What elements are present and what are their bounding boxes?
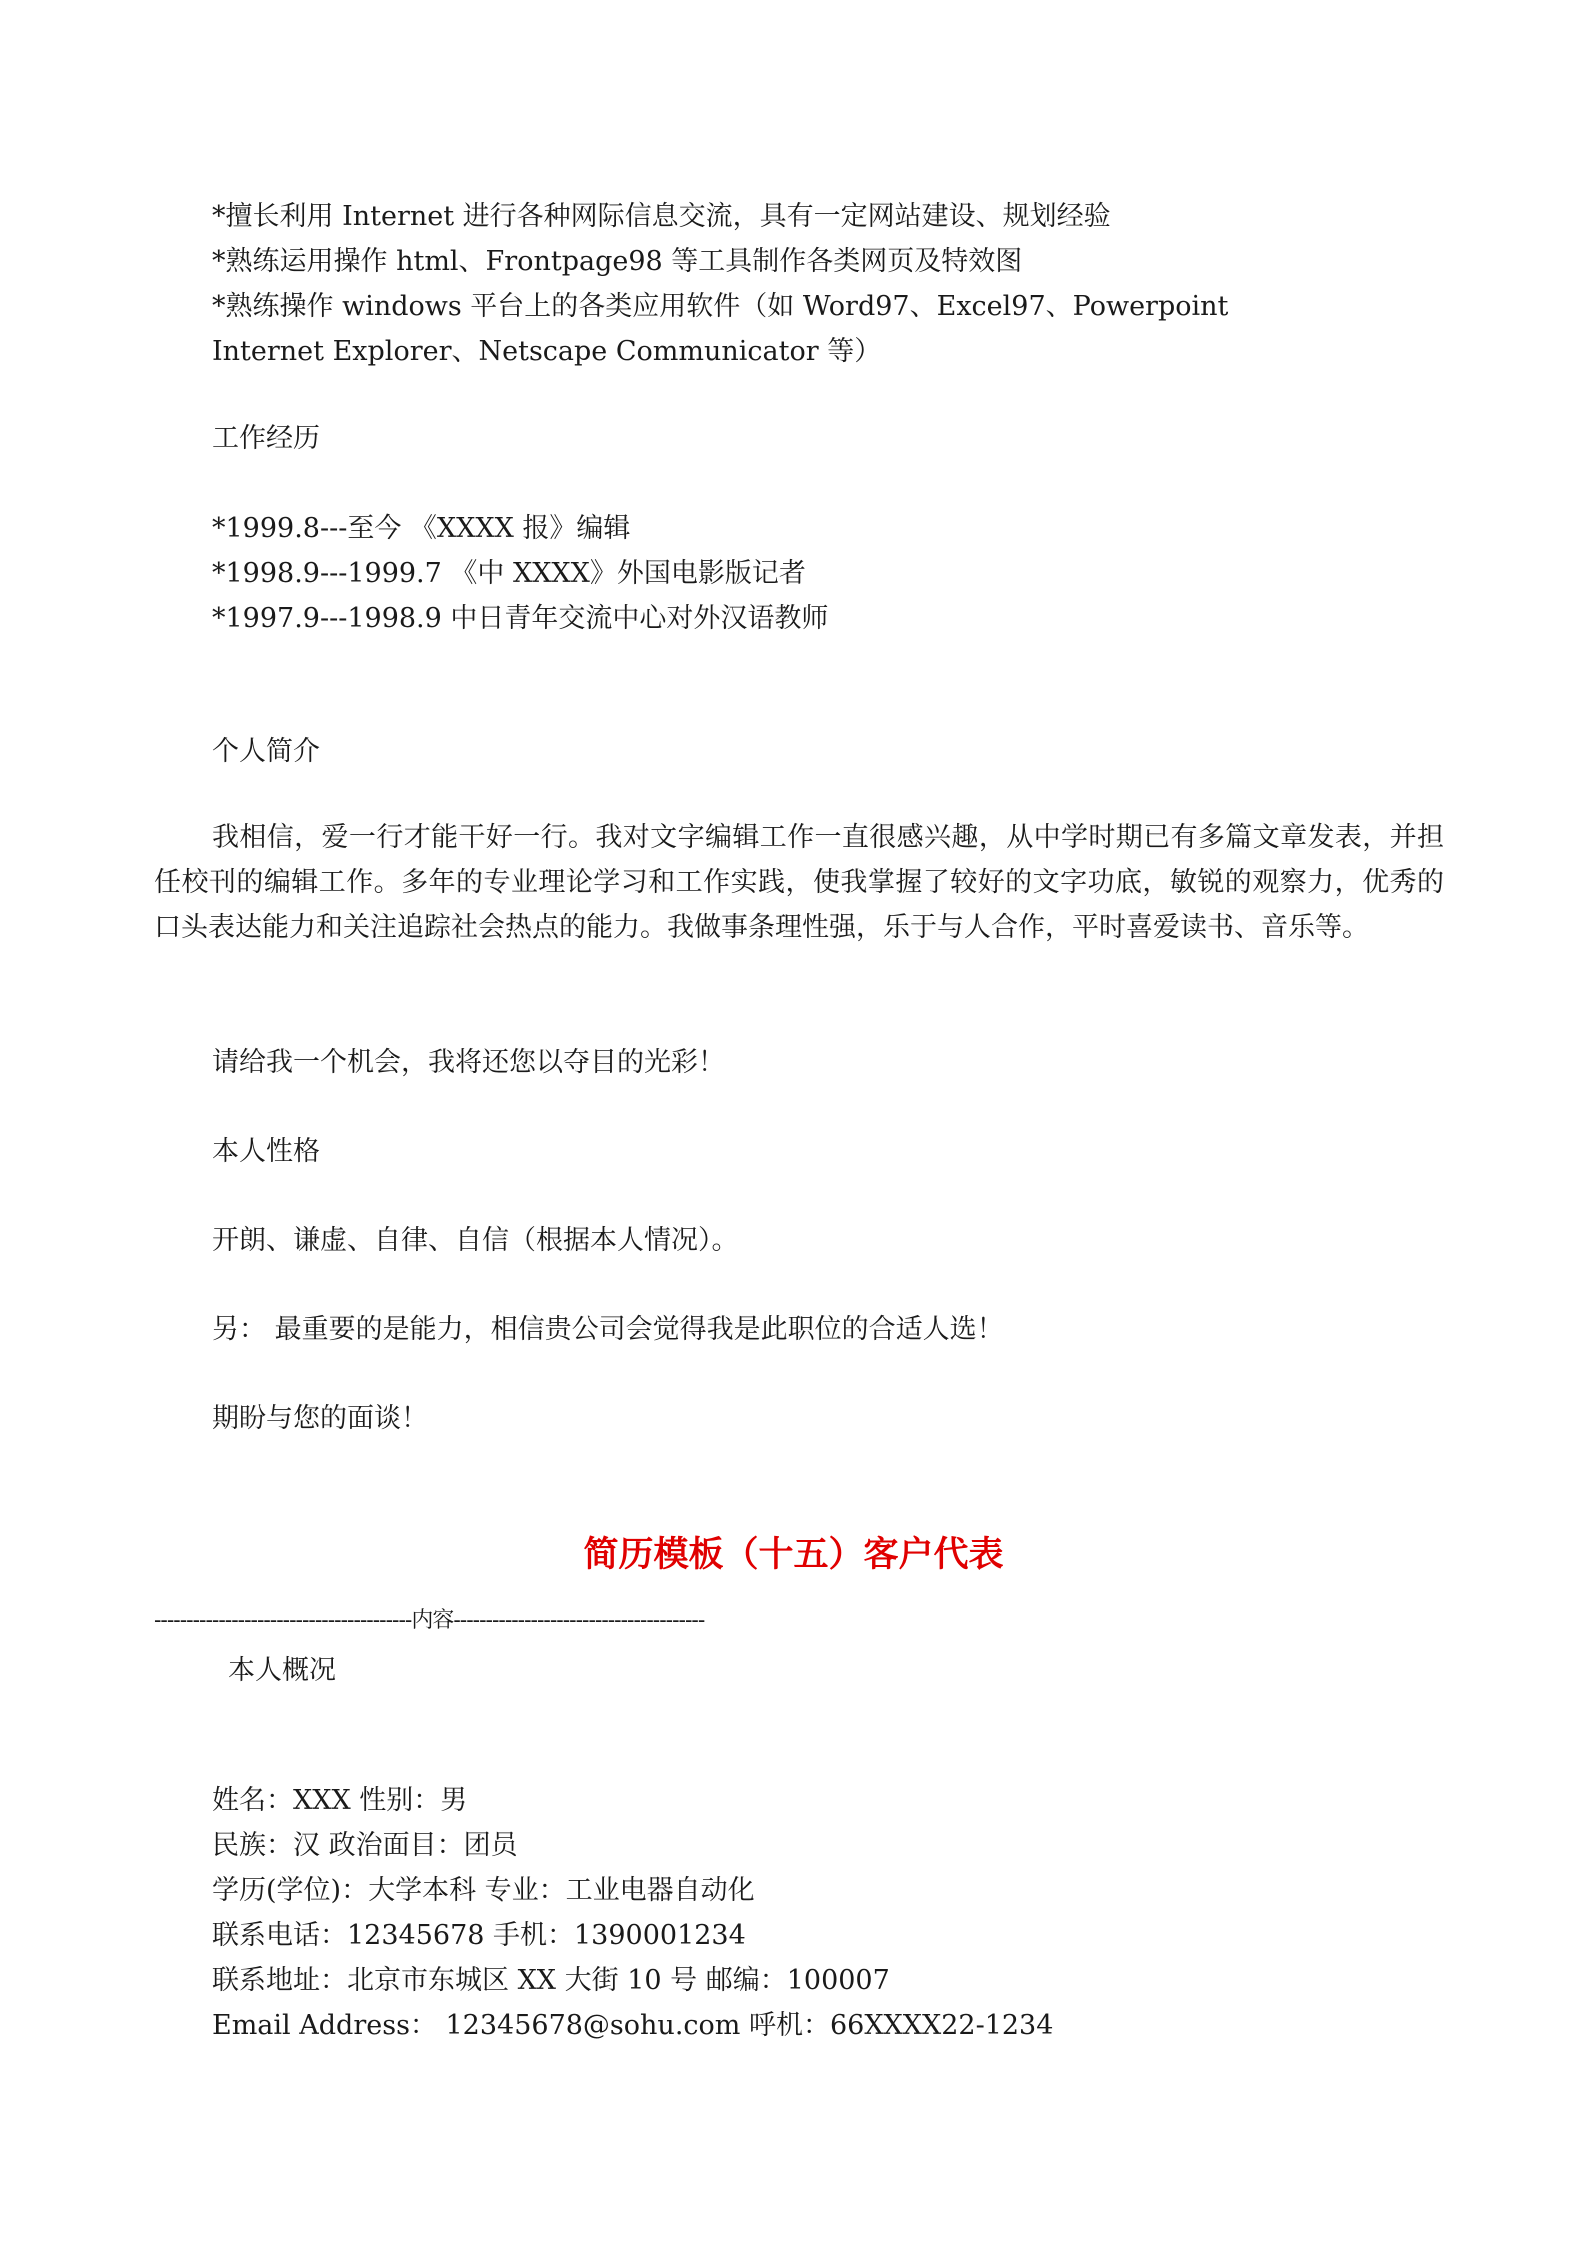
intro-paragraph: 我相信，爱一行才能干好一行。我对文字编辑工作一直很感兴趣，从中学时期已有多篇文章发表，并担任校刊的编辑工作。多年的专业理论学习和工作实践，使我掌握了较好的文字功底，敏锐的观察力，优秀的口头表达能力和关注追踪社会热点的能力。我做事条理性强，乐于与人合作，平时喜爱读书、音乐等。 xyxy=(154,822,1444,943)
info-line: Email Address： 12345678@sohu.com 呼机：66XXXX22-1234 xyxy=(212,2010,1054,2041)
intro-closing: 请给我一个机会，我将还您以夺目的光彩！ xyxy=(212,1047,725,1078)
intro-heading: 个人简介 xyxy=(212,736,320,767)
personality-farewell: 期盼与您的面谈！ xyxy=(212,1403,428,1434)
skill-line: *熟练操作 windows 平台上的各类应用软件（如 Word97、Excel97、Powerpoint xyxy=(212,291,1229,322)
skill-line: *熟练运用操作 html、Frontpage98 等工具制作各类网页及特效图 xyxy=(212,246,1023,277)
skill-line: Internet Explorer、Netscape Communicator 等） xyxy=(212,336,882,367)
content-divider: ----------------------------------------内容--------------------------------------- xyxy=(154,1608,705,1633)
work-item: *1997.9---1998.9 中日青年交流中心对外汉语教师 xyxy=(212,603,829,634)
skill-line: *擅长利用 Internet 进行各种网际信息交流，具有一定网站建设、规划经验 xyxy=(212,201,1111,232)
info-line: 学历(学位)：大学本科 专业：工业电器自动化 xyxy=(212,1875,755,1906)
info-line: 联系电话：12345678 手机：1390001234 xyxy=(212,1920,746,1951)
work-item: *1998.9---1999.7 《中 XXXX》外国电影版记者 xyxy=(212,558,806,589)
overview-heading: 本人概况 xyxy=(228,1655,336,1686)
info-line: 民族：汉 政治面目：团员 xyxy=(212,1830,518,1861)
work-heading: 工作经历 xyxy=(212,423,320,454)
personality-extra: 另： 最重要的是能力，相信贵公司会觉得我是此职位的合适人选！ xyxy=(212,1314,1004,1345)
info-line: 姓名：XXX 性别：男 xyxy=(212,1785,468,1816)
info-line: 联系地址：北京市东城区 XX 大街 10 号 邮编：100007 xyxy=(212,1965,890,1996)
work-item: *1999.8---至今 《XXXX 报》编辑 xyxy=(212,513,631,544)
template-title: 简历模板（十五）客户代表 xyxy=(583,1534,1004,1575)
personality-text: 开朗、谦虚、自律、自信（根据本人情况）。 xyxy=(212,1225,739,1256)
personality-heading: 本人性格 xyxy=(212,1136,320,1167)
